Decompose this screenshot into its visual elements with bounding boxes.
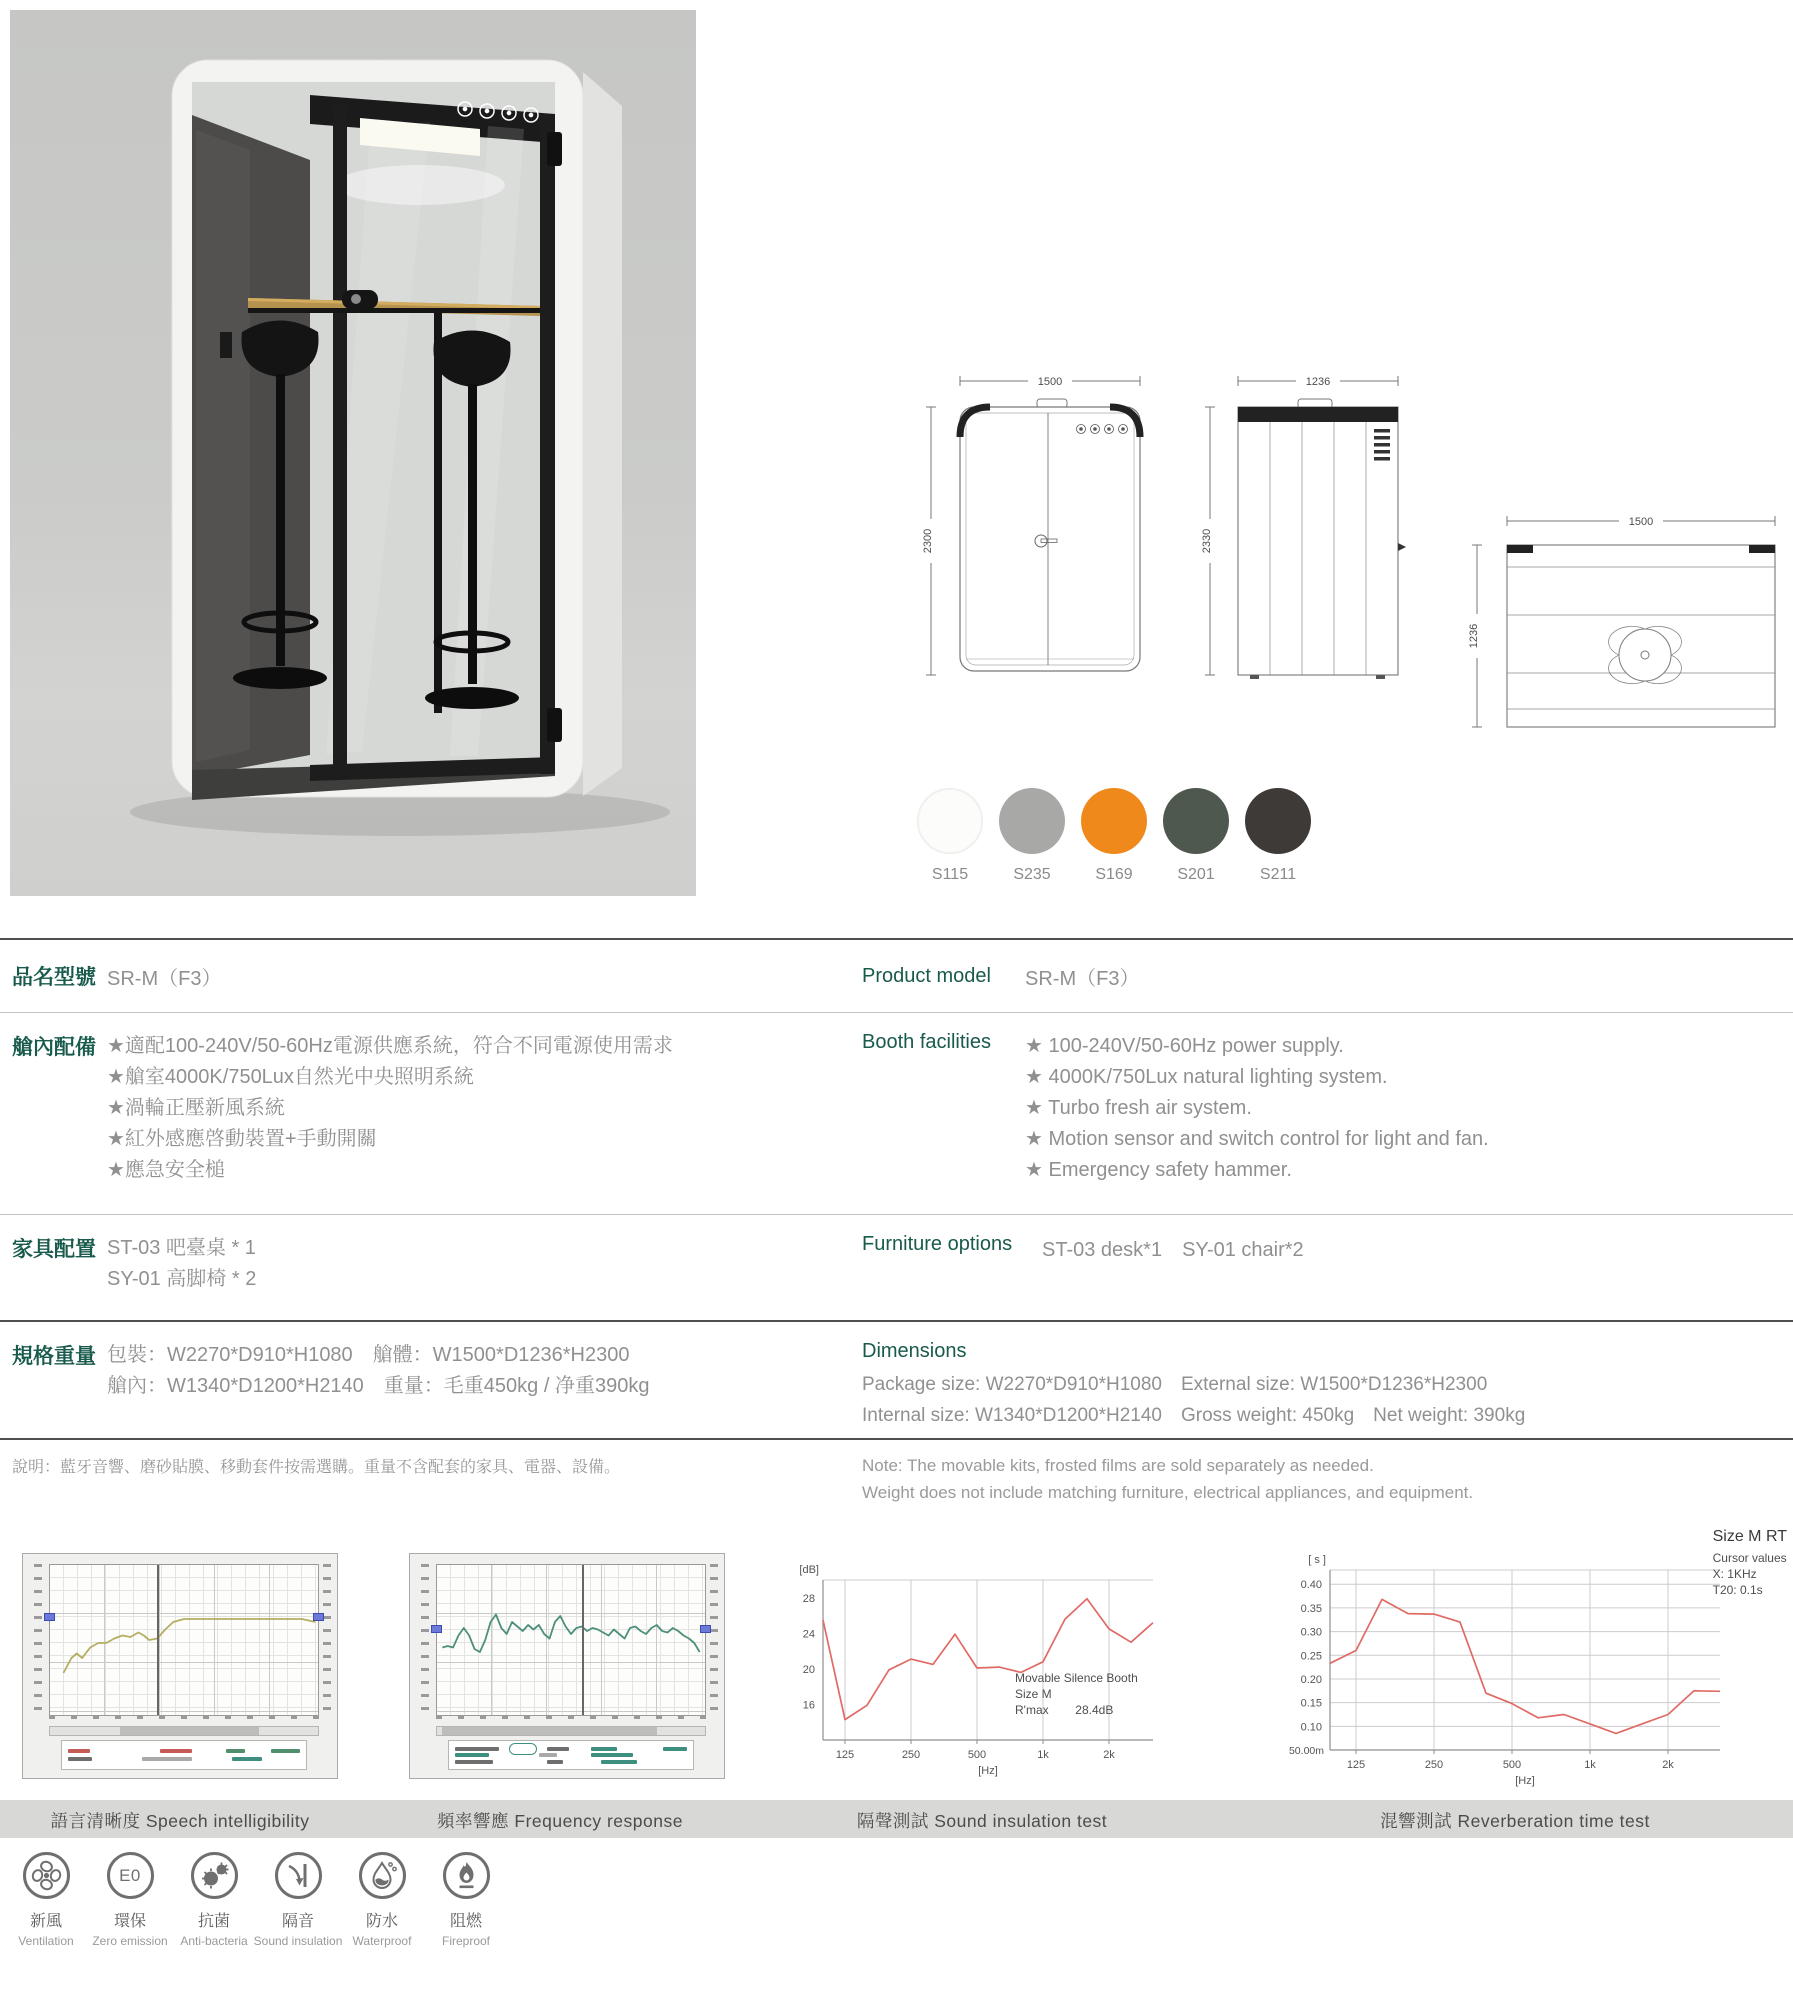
feature-label-cn: 新風 [29, 1913, 62, 1930]
axis-ticks [708, 1564, 720, 1714]
status-readout [448, 1740, 694, 1770]
droplet-icon [359, 1852, 406, 1899]
caption-frequency: 頻率響應 Frequency response [437, 1811, 683, 1831]
booth-render-illustration [10, 10, 696, 896]
svg-text:0.20: 0.20 [1300, 1673, 1322, 1686]
svg-text:0.35: 0.35 [1300, 1602, 1322, 1615]
plot-area [49, 1564, 319, 1716]
swatch-code: S169 [1095, 866, 1133, 883]
furniture-value-en: ST-03 desk*1 SY-01 chair*2 [1042, 1239, 1304, 1261]
scrollbar[interactable] [49, 1726, 319, 1736]
level-marker [313, 1613, 324, 1621]
furniture-list-cn [107, 1233, 256, 1320]
model-label-en: Product model [862, 964, 991, 987]
axis-ticks [49, 1716, 319, 1722]
sti-trace [50, 1565, 318, 1715]
feature-label-cn: 抗菌 [197, 1913, 230, 1930]
svg-text:250: 250 [901, 1749, 921, 1761]
top-width-dim: 1500 [1628, 516, 1654, 528]
flame-icon [443, 1852, 490, 1899]
svg-text:[ s ]: [ s ] [1308, 1554, 1326, 1566]
drawing-front-view [915, 365, 1145, 685]
chart-caption-band [0, 1800, 1793, 1838]
facility-item: ★ 100-240V/50-60Hz power supply. [1025, 1035, 1344, 1057]
feature-label-cn: 環保 [113, 1913, 146, 1930]
swatch-s169 [1082, 788, 1146, 884]
svg-text:125: 125 [835, 1749, 855, 1761]
furniture-label-cn: 家具配置 [12, 1238, 96, 1261]
swatch-circle [917, 788, 983, 854]
swatch-s201 [1164, 788, 1228, 884]
facilities-list-cn [107, 1031, 673, 1214]
side-width-dim: 1236 [1305, 376, 1331, 388]
speech-intelligibility-chart [22, 1553, 338, 1779]
feature-label-cn: 防水 [365, 1913, 398, 1930]
row-booth-facilities [0, 1012, 1793, 1214]
level-marker [700, 1625, 711, 1633]
svg-text:2k: 2k [1662, 1759, 1674, 1771]
facility-item: ★ Turbo fresh air system. [1025, 1097, 1252, 1119]
plot-area [436, 1564, 706, 1716]
feature-label-en: Fireproof [441, 1934, 491, 1948]
axis-ticks [418, 1564, 432, 1714]
svg-text:[Hz]: [Hz] [1515, 1775, 1535, 1787]
row-note [0, 1438, 1793, 1542]
swatch-code: S201 [1177, 866, 1215, 883]
reverberation-legend: Size M RT Cursor values X: 1KHz T20: 0.1s [1712, 1528, 1787, 1597]
svg-text:1k: 1k [1584, 1759, 1596, 1771]
furniture-item: SY-01 高脚椅 * 2 [107, 1268, 257, 1290]
svg-text:50.00m: 50.00m [1288, 1745, 1324, 1757]
note-en-line: Weight does not include matching furniture, electrical appliances, and equipment. [862, 1483, 1474, 1502]
dimensions-label-en: Dimensions [862, 1340, 967, 1362]
swatch-code: S211 [1259, 866, 1297, 883]
note-en-line: Note: The movable kits, frosted films are sold separately as needed. [862, 1456, 1374, 1475]
top-depth-dim: 1236 [1468, 623, 1480, 649]
facilities-label-cn: 艙內配備 [12, 1036, 96, 1059]
front-height-dim: 2300 [922, 528, 934, 554]
svg-text:0.30: 0.30 [1300, 1626, 1322, 1639]
level-marker [44, 1613, 55, 1621]
facility-item: ★應急安全槌 [107, 1159, 225, 1181]
dimension-line: 包裝：W2270*D910*H1080 艙體：W1500*D1236*H2300 [107, 1344, 630, 1366]
product-photo [10, 10, 696, 896]
drawing-top-view [1445, 505, 1790, 750]
svg-text:[dB]: [dB] [799, 1564, 819, 1576]
axis-ticks [31, 1564, 45, 1714]
feature-ventilation [6, 1852, 86, 1948]
insulation-annotation: Movable Silence Booth Size M R'max 28.4dB [1015, 1671, 1138, 1717]
svg-text:[Hz]: [Hz] [978, 1765, 998, 1777]
dimensions-lines-en [862, 1369, 1793, 1431]
facility-item: ★渦輪正壓新風系統 [107, 1097, 285, 1119]
caption-reverberation: 混響測試 Reverberation time test [1380, 1811, 1650, 1831]
scrollbar[interactable] [436, 1726, 706, 1736]
feature-icon-row [6, 1852, 506, 1948]
swatch-s235 [1000, 788, 1064, 884]
svg-text:500: 500 [1502, 1759, 1522, 1771]
color-swatch-row [918, 788, 1310, 884]
e0-icon: E0 [107, 1852, 154, 1899]
svg-text:250: 250 [1424, 1759, 1444, 1771]
svg-text:0.15: 0.15 [1300, 1697, 1322, 1710]
svg-text:16: 16 [802, 1699, 815, 1712]
feature-label-cn: 阻燃 [449, 1913, 482, 1930]
svg-text:20: 20 [802, 1663, 815, 1676]
svg-text:125: 125 [1346, 1759, 1366, 1771]
feature-anti-bacteria [174, 1852, 254, 1948]
caption-speech: 語言清晰度 Speech intelligibility [50, 1811, 310, 1831]
spec-table [0, 938, 1793, 1542]
model-value-en: SR-M（F3） [1025, 967, 1140, 990]
drawing-side-view [1180, 365, 1420, 685]
svg-text:2k: 2k [1103, 1749, 1115, 1761]
facility-item: ★ Emergency safety hammer. [1025, 1159, 1292, 1181]
svg-text:0.25: 0.25 [1300, 1650, 1322, 1663]
feature-label-en: Anti-bacteria [180, 1934, 248, 1948]
dimensions-label-cn: 規格重量 [12, 1345, 96, 1368]
swatch-circle [1081, 788, 1147, 854]
svg-text:500: 500 [967, 1749, 987, 1761]
svg-text:1k: 1k [1037, 1749, 1049, 1761]
feature-sound-insulation [253, 1852, 343, 1948]
feature-label-cn: 隔音 [281, 1913, 314, 1930]
swatch-code: S235 [1013, 866, 1051, 883]
row-product-model [0, 938, 1793, 1012]
furniture-item: ST-03 吧臺桌 * 1 [107, 1237, 256, 1259]
feature-label-en: Ventilation [18, 1934, 74, 1948]
level-marker [431, 1625, 442, 1633]
facility-item: ★艙室4000K/750Lux自然光中央照明系統 [107, 1066, 474, 1088]
facility-item: ★ Motion sensor and switch control for light and fan. [1025, 1128, 1489, 1150]
note-cn: 說明：藍牙音響、磨砂貼膜、移動套件按需選購。重量不含配套的家具、電器、設備。 [12, 1459, 621, 1476]
swatch-s211 [1246, 788, 1310, 884]
reverberation-chart [1258, 1528, 1793, 1793]
svg-text:28: 28 [802, 1592, 815, 1605]
row-furniture [0, 1214, 1793, 1320]
frequency-response-chart [409, 1553, 725, 1779]
model-value-cn: SR-M（F3） [107, 967, 222, 990]
cursor-line [157, 1565, 159, 1715]
swatch-code: S115 [931, 866, 969, 883]
status-readout [61, 1740, 307, 1770]
model-label-cn: 品名型號 [12, 966, 96, 989]
swatch-circle [999, 788, 1065, 854]
sound-insulation-chart [775, 1552, 1190, 1792]
dimensions-lines-cn [107, 1340, 649, 1438]
dimension-line: Package size: W2270*D910*H1080 External size: W1500*D1236*H2300 [862, 1374, 1488, 1395]
facility-item: ★適配100-240V/50-60Hz電源供應系統，符合不同電源使用需求 [107, 1035, 673, 1057]
axis-ticks [321, 1564, 333, 1714]
dimension-line: 艙內：W1340*D1200*H2140 重量：毛重450kg / 净重390kg [107, 1375, 650, 1397]
feature-fireproof [426, 1852, 506, 1948]
swatch-s115 [918, 788, 982, 884]
swatch-circle [1163, 788, 1229, 854]
fan-icon [23, 1852, 70, 1899]
scrollbar-thumb[interactable] [120, 1727, 259, 1735]
facilities-list-en [1025, 1031, 1489, 1214]
feature-label-en: Sound insulation [253, 1934, 343, 1948]
response-trace [437, 1565, 705, 1715]
side-height-dim: 2330 [1201, 528, 1213, 554]
dimension-line: Internal size: W1340*D1200*H2140 Gross weight: 450kg Net weight: 390kg [862, 1405, 1526, 1426]
wall-arrow-icon [275, 1852, 322, 1899]
facility-item: ★紅外感應啓動裝置+手動開關 [107, 1128, 377, 1150]
facilities-label-en: Booth facilities [862, 1031, 991, 1053]
cursor-line [582, 1565, 584, 1715]
facility-item: ★ 4000K/750Lux natural lighting system. [1025, 1066, 1388, 1088]
feature-label-en: Zero emission [92, 1934, 168, 1948]
feature-waterproof [342, 1852, 422, 1948]
caption-insulation: 隔聲測試 Sound insulation test [856, 1811, 1108, 1831]
front-width-dim: 1500 [1037, 376, 1063, 388]
svg-text:0.40: 0.40 [1300, 1579, 1322, 1592]
feature-zero-emission [90, 1852, 170, 1948]
bacteria-icon [191, 1852, 238, 1899]
scrollbar-thumb[interactable] [442, 1727, 656, 1735]
swatch-circle [1245, 788, 1311, 854]
axis-ticks [436, 1716, 706, 1722]
row-dimensions [0, 1320, 1793, 1438]
feature-label-en: Waterproof [352, 1934, 412, 1948]
furniture-label-en: Furniture options [862, 1233, 1013, 1255]
svg-text:24: 24 [802, 1628, 815, 1641]
svg-text:0.10: 0.10 [1300, 1721, 1322, 1734]
